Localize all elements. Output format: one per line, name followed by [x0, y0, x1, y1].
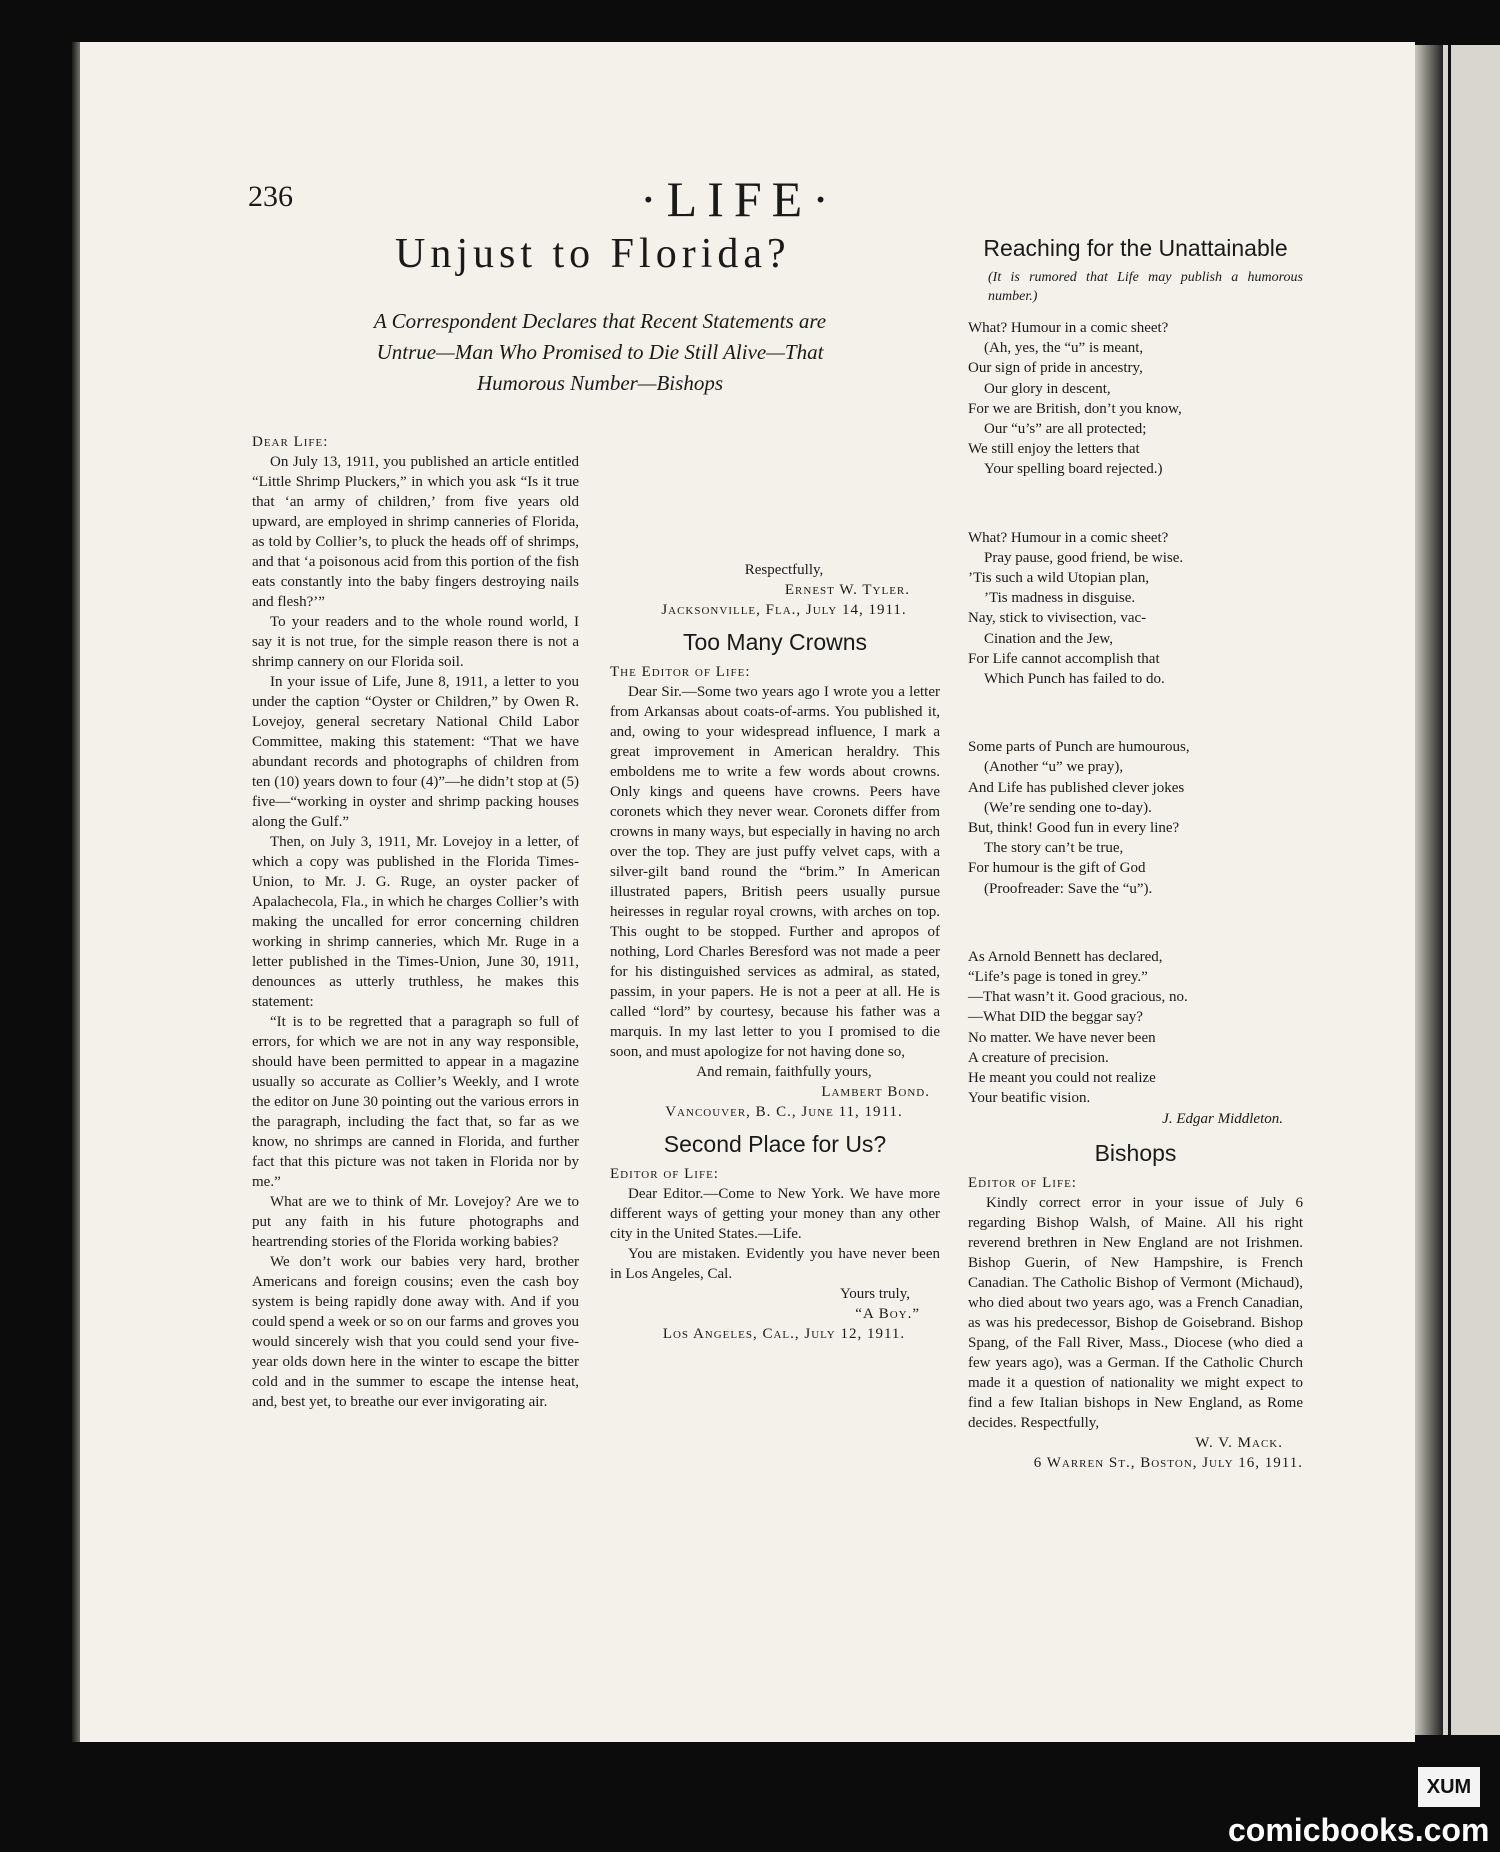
poem-line: The story can’t be true, [984, 840, 1124, 857]
letter-signature: Ernest W. Tyler. [784, 582, 910, 598]
poem-line: (We’re sending one to-day). [984, 799, 1152, 816]
next-page-divider [1448, 45, 1451, 1735]
paragraph: Dear Editor.—Come to New York. We have more different ways of getting your money than any other city in the United States.—Life. [610, 1186, 940, 1242]
poem-line: Nay, stick to vivisection, vac- [968, 610, 1147, 627]
salutation: Editor of Life: [610, 1166, 719, 1182]
poem-line: Pray pause, good friend, be wise. [984, 549, 1184, 566]
poem-line: But, think! Good fun in every line? [968, 820, 1180, 837]
poem-heading: Reaching for the Unattainable [983, 235, 1288, 261]
letter-location: Los Angeles, Cal., July 12, 1911. [662, 1326, 906, 1342]
article-title: Unjust to Florida? [395, 231, 791, 277]
poem-line: For humour is the gift of God [968, 860, 1146, 877]
poem-line: Our glory in descent, [984, 380, 1111, 397]
poem-line: “Life’s page is toned in grey.” [968, 969, 1148, 986]
letter-signature: Lambert Bond. [821, 1084, 930, 1100]
letter-signature: “A Boy.” [855, 1306, 920, 1322]
poem-note: (It is rumored that Life may publish a humorous number.) [988, 270, 1303, 304]
paragraph: To your readers and to the whole round world, I say it is not true, for the simple reason there is not a shrimp cannery on our Florida soil. [252, 614, 579, 670]
column-3 [968, 235, 1303, 1473]
letter-location: Jacksonville, Fla., July 14, 1911. [661, 602, 907, 618]
poem-line: —That wasn’t it. Good gracious, no. [968, 989, 1188, 1006]
section-heading-second-place: Second Place for Us? [663, 1131, 887, 1157]
poem-line: For we are British, don’t you know, [968, 400, 1182, 417]
poem-line: We still enjoy the letters that [968, 441, 1140, 458]
poem-line: ’Tis madness in disguise. [984, 590, 1136, 607]
poem-stanza [968, 947, 1303, 1109]
masthead: ·LIFE· [640, 171, 839, 227]
poem-line: (Ah, yes, the “u” is meant, [984, 340, 1144, 357]
archive-badge: XUM [1418, 1767, 1480, 1807]
page-edge-shadow [1415, 45, 1443, 1735]
poem-author: J. Edgar Middleton. [1162, 1110, 1283, 1127]
poem-line: (Proofreader: Save the “u”). [984, 880, 1153, 897]
paragraph: “It is to be regretted that a paragraph so full of errors, for which we are not in any way responsible, should have been permitted to appear in a magazine usually so accurate as Collier’s Weekly, and I wrote the editor on June 30 pointing out the various errors in the paragraph, including the fact that, so far as we know, no shrimps are canned in Florida, and further fact that this picture was not taken in Florida nor by me.” [252, 1014, 579, 1190]
paragraph: Kindly correct error in your issue of July 6 regarding Bishop Walsh, of Maine. All his right reverend brethren in New England are not Irishmen. Bishop Guerin, of New Hampshire, is French Canadian. The Catholic Bishop of Vermont (Michaud), who died about two years ago, was a French Canadian, as was his predecessor, Bishop de Goisebrand. Bishop Spang, of the Fall River, Mass., Diocese (who died a few years ago), was a German. If the Catholic Church made it a question of nationality we might expect to find a few Italian bishops in New England, as Rome decides. Respectfully, [968, 1194, 1303, 1431]
letter-location: 6 Warren St., Boston, July 16, 1911. [1033, 1454, 1303, 1471]
section-heading-bishops: Bishops [1094, 1139, 1177, 1166]
paragraph: Dear Sir.—Some two years ago I wrote you a letter from Arkansas about coats-of-arms. You published it, and, owing to your widespread influence, I mark a great improvement in American heraldry. This emboldens me to write a few words about crowns. Only kings and queens have crowns. Peers have coronets which they never wear. Coronets differ from crowns in many ways, but especially in having no arch over the top. They are just puffy velvet caps, with a silver-gilt band round the “brim.” In American illustrated papers, British peers usually pursue heiresses in regular royal crowns, with arches on top. This ought to be stopped. Further and apropos of nothing, Lord Charles Beresford was not made a peer for his distinguished services as admiral, as stated, passim, in your papers. He is not a peer at all. He is called “lord” by courtesy, because his father was a marquis. In my last letter to you I promised to die soon, and must apologize for not having done so, [610, 684, 940, 1060]
column-2 [610, 432, 940, 1344]
letter-location: Vancouver, B. C., June 11, 1911. [665, 1104, 903, 1120]
salutation: The Editor of Life: [610, 664, 751, 680]
poem-line: What? Humour in a comic sheet? [968, 320, 1169, 336]
paragraph: You are mistaken. Evidently you have never been in Los Angeles, Cal. [610, 1246, 940, 1282]
poem-line: Our “u’s” are all protected; [984, 421, 1147, 438]
paragraph: On July 13, 1911, you published an article entitled “Little Shrimp Pluckers,” in which you ask “Is it true that ‘an army of children,’ from five years old upward, are employed in shrimp canneries of Florida, as told by Collier’s, to pluck the heads off of shrimps, and that ‘a poisonous acid from this portion of the fish eats constantly into the baby fingers destroying nails and flesh?’” [252, 454, 579, 610]
paragraph: Then, on July 3, 1911, Mr. Lovejoy in a letter, of which a copy was published in the Florida Times-Union, to Mr. J. G. Ruge, an oyster packer of Apalachecola, Fla., in which he charges Collier’s with making the uncalled for error concerning children working in shrimp canneries, which Mr. Ruge in a letter published in the Times-Union, June 30, 1911, denounces as utterly truthless, he makes this statement: [252, 834, 579, 1010]
letter-closing: Yours truly, [839, 1286, 910, 1302]
poem-line: Your spelling board rejected.) [984, 461, 1163, 478]
column-1 [252, 432, 579, 1412]
poem-line: Cination and the Jew, [984, 630, 1114, 647]
poem-line: No matter. We have never been [968, 1029, 1156, 1046]
next-page-edge [1443, 45, 1500, 1735]
letter-signature: W. V. Mack. [1195, 1434, 1283, 1451]
poem-line: What? Humour in a comic sheet? [968, 529, 1169, 546]
section-heading-crowns: Too Many Crowns [682, 629, 868, 655]
paragraph: In your issue of Life, June 8, 1911, a letter to you under the caption “Oyster or Children,” by Owen R. Lovejoy, general secretary National Child Labor Committee, making this statement: “That we have abundant records and photographs of children from ten (10) years down to four (4)”—he didn’t stop at (5) five—“working in oyster and shrimp packing houses along the Gulf.” [252, 674, 579, 830]
poem [968, 318, 1303, 1129]
paragraph: We don’t work our babies very hard, brother Americans and foreign cousins; even the cash boy system is being rapidly done away with. And if you could spend a week or so on our farms and groves you would sincerely wish that you could send your five-year olds down here in the winter to escape the bitter cold and in the summer to escape the intense heat, and, best yet, to breathe our ever invigorating air. [252, 1254, 580, 1410]
poem-line: He meant you could not realize [968, 1070, 1156, 1087]
poem-line: (Another “u” we pray), [984, 759, 1124, 776]
poem-line: A creature of precision. [968, 1049, 1109, 1066]
poem-line: —What DID the beggar say? [968, 1009, 1143, 1026]
column-2-continuation-space [610, 432, 940, 560]
poem-line: Which Punch has failed to do. [984, 671, 1165, 688]
poem-line: Some parts of Punch are humourous, [968, 739, 1190, 756]
article-subtitle: A Correspondent Declares that Recent Statements are Untrue—Man Who Promised to Die Still Alive—That Humorous Number—Bishops [373, 309, 827, 395]
letter-closing: Respectfully, [744, 562, 824, 578]
letter-closing: And remain, faithfully yours, [696, 1064, 872, 1080]
poem-line: Our sign of pride in ancestry, [968, 360, 1143, 377]
poem-line: And Life has published clever jokes [968, 779, 1185, 796]
paragraph: What are we to think of Mr. Lovejoy? Are we to put any faith in his future photographs and heartrending stories of the Florida working babies? [252, 1194, 579, 1250]
poem-stanza [968, 737, 1303, 899]
poem-line: Your beatific vision. [968, 1090, 1091, 1107]
site-watermark: comicbooks.com [1228, 1812, 1490, 1848]
poem-line: As Arnold Bennett has declared, [968, 948, 1163, 965]
poem-stanza [968, 528, 1303, 690]
salutation: Dear Life: [252, 434, 329, 450]
poem-line: For Life cannot accomplish that [968, 650, 1160, 667]
page-number: 236 [248, 180, 293, 213]
poem-stanza [968, 318, 1303, 480]
poem-line: ’Tis such a wild Utopian plan, [968, 570, 1150, 587]
salutation: Editor of Life: [968, 1174, 1077, 1191]
